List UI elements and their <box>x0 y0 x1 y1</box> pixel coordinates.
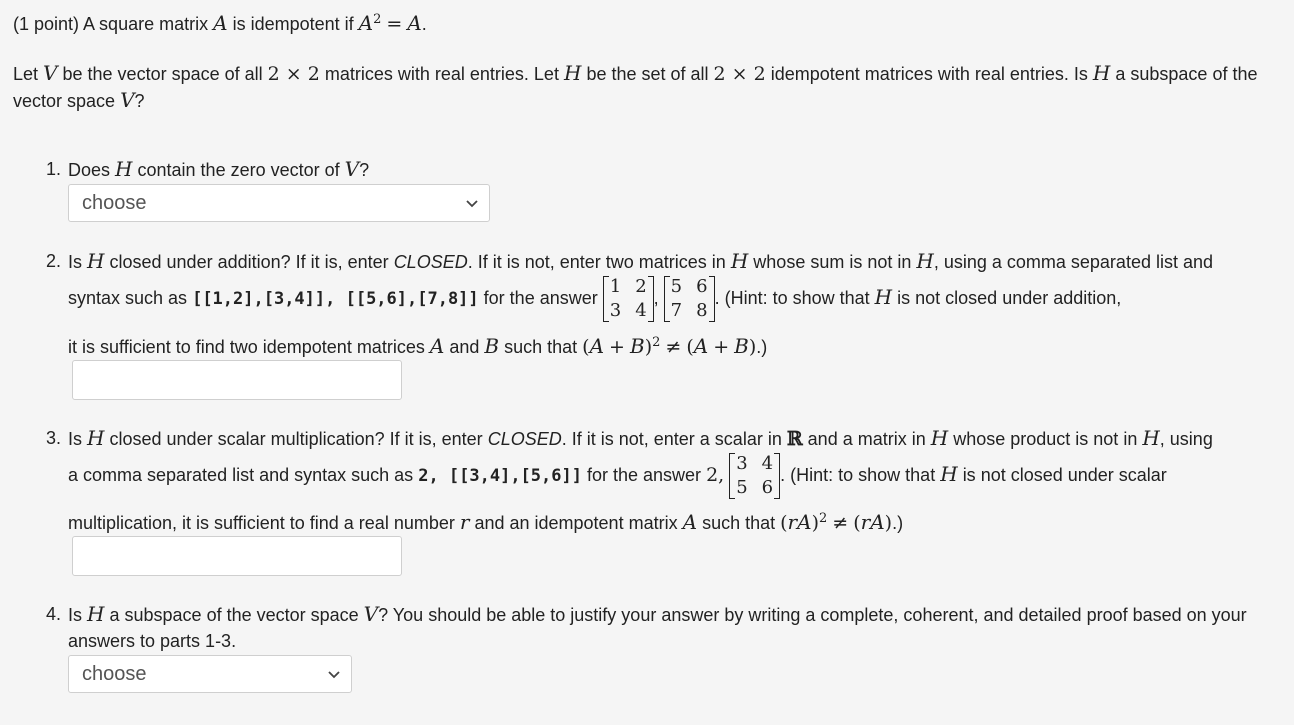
intro-text-2: is idempotent if <box>232 14 354 34</box>
q4-number: 4. <box>46 604 62 624</box>
q1-number: 1. <box>46 159 62 179</box>
q4-answer-select[interactable] <box>68 655 352 693</box>
q1-text: Does H contain the zero vector of V? <box>68 157 370 181</box>
q2-syntax-line: syntax such as [[1,2],[3,4]], [[5,6],[7,8]] for the answer 1 2 3 4 , 5 6 7 8 . (Hint: to show that H is not closed under addition, <box>68 276 1122 321</box>
q2-answer-input[interactable] <box>72 360 402 400</box>
q2-text: Is H closed under addition? If it is, enter CLOSED. If it is not, enter two matrices in H whose sum is not in H, using a comma separated list and <box>68 249 1213 273</box>
example-matrix-3: 3 4 5 6 <box>729 452 780 500</box>
chevron-down-icon <box>465 198 479 208</box>
q3-text: Is H closed under scalar multiplication? If it is, enter CLOSED. If it is not, enter a scalar in ℝ and a matrix in H whose product is not in H, using <box>68 426 1213 450</box>
q4-text: Is H a subspace of the vector space V? You should be able to justify your answer by writing a complete, coherent, and detailed proof based on your answers to parts 1-3. <box>68 602 1247 651</box>
intro-text: (1 point) A square matrix <box>13 14 209 34</box>
q2-hint-line: it is sufficient to find two idempotent matrices A and B such that $(A + B)^2 \ne (A + B)$.) <box>68 334 768 358</box>
definition-line: (1 point) A square matrix A is idempotent if $A^2 = A$. <box>13 11 427 35</box>
q3-hint-line: multiplication, it is sufficient to find a real number r and an idempotent matrix A such that (rA)$^2$ ≠ (rA).) <box>68 510 904 534</box>
q4-select-value: choose <box>82 663 147 685</box>
q2-syntax-code: [[1,2],[3,4]], [[5,6],[7,8]] <box>192 288 479 309</box>
q3-number: 3. <box>46 428 62 448</box>
q1-answer-select[interactable] <box>68 184 490 222</box>
example-matrix-2: 5 6 7 8 <box>664 275 715 323</box>
q2-number: 2. <box>46 251 62 271</box>
q3-answer-input[interactable] <box>72 536 402 576</box>
q3-syntax-line: a comma separated list and syntax such as 2, [[3,4],[5,6]] for the answer 2, 3 4 5 6 . (Hint: to show that H is not closed under scalar <box>68 453 1167 498</box>
example-matrix-1: 1 2 3 4 <box>603 275 654 323</box>
chevron-down-icon <box>327 669 341 679</box>
q1-select-value: choose <box>82 192 147 214</box>
q3-syntax-code: 2, [[3,4],[5,6]] <box>418 465 582 486</box>
problem-statement: Let V be the vector space of all 2 × 2 matrices with real entries. Let H be the set of all 2 × 2 idempotent matrices with real entries. Is H a subspace of the vector space V? <box>13 61 1258 112</box>
